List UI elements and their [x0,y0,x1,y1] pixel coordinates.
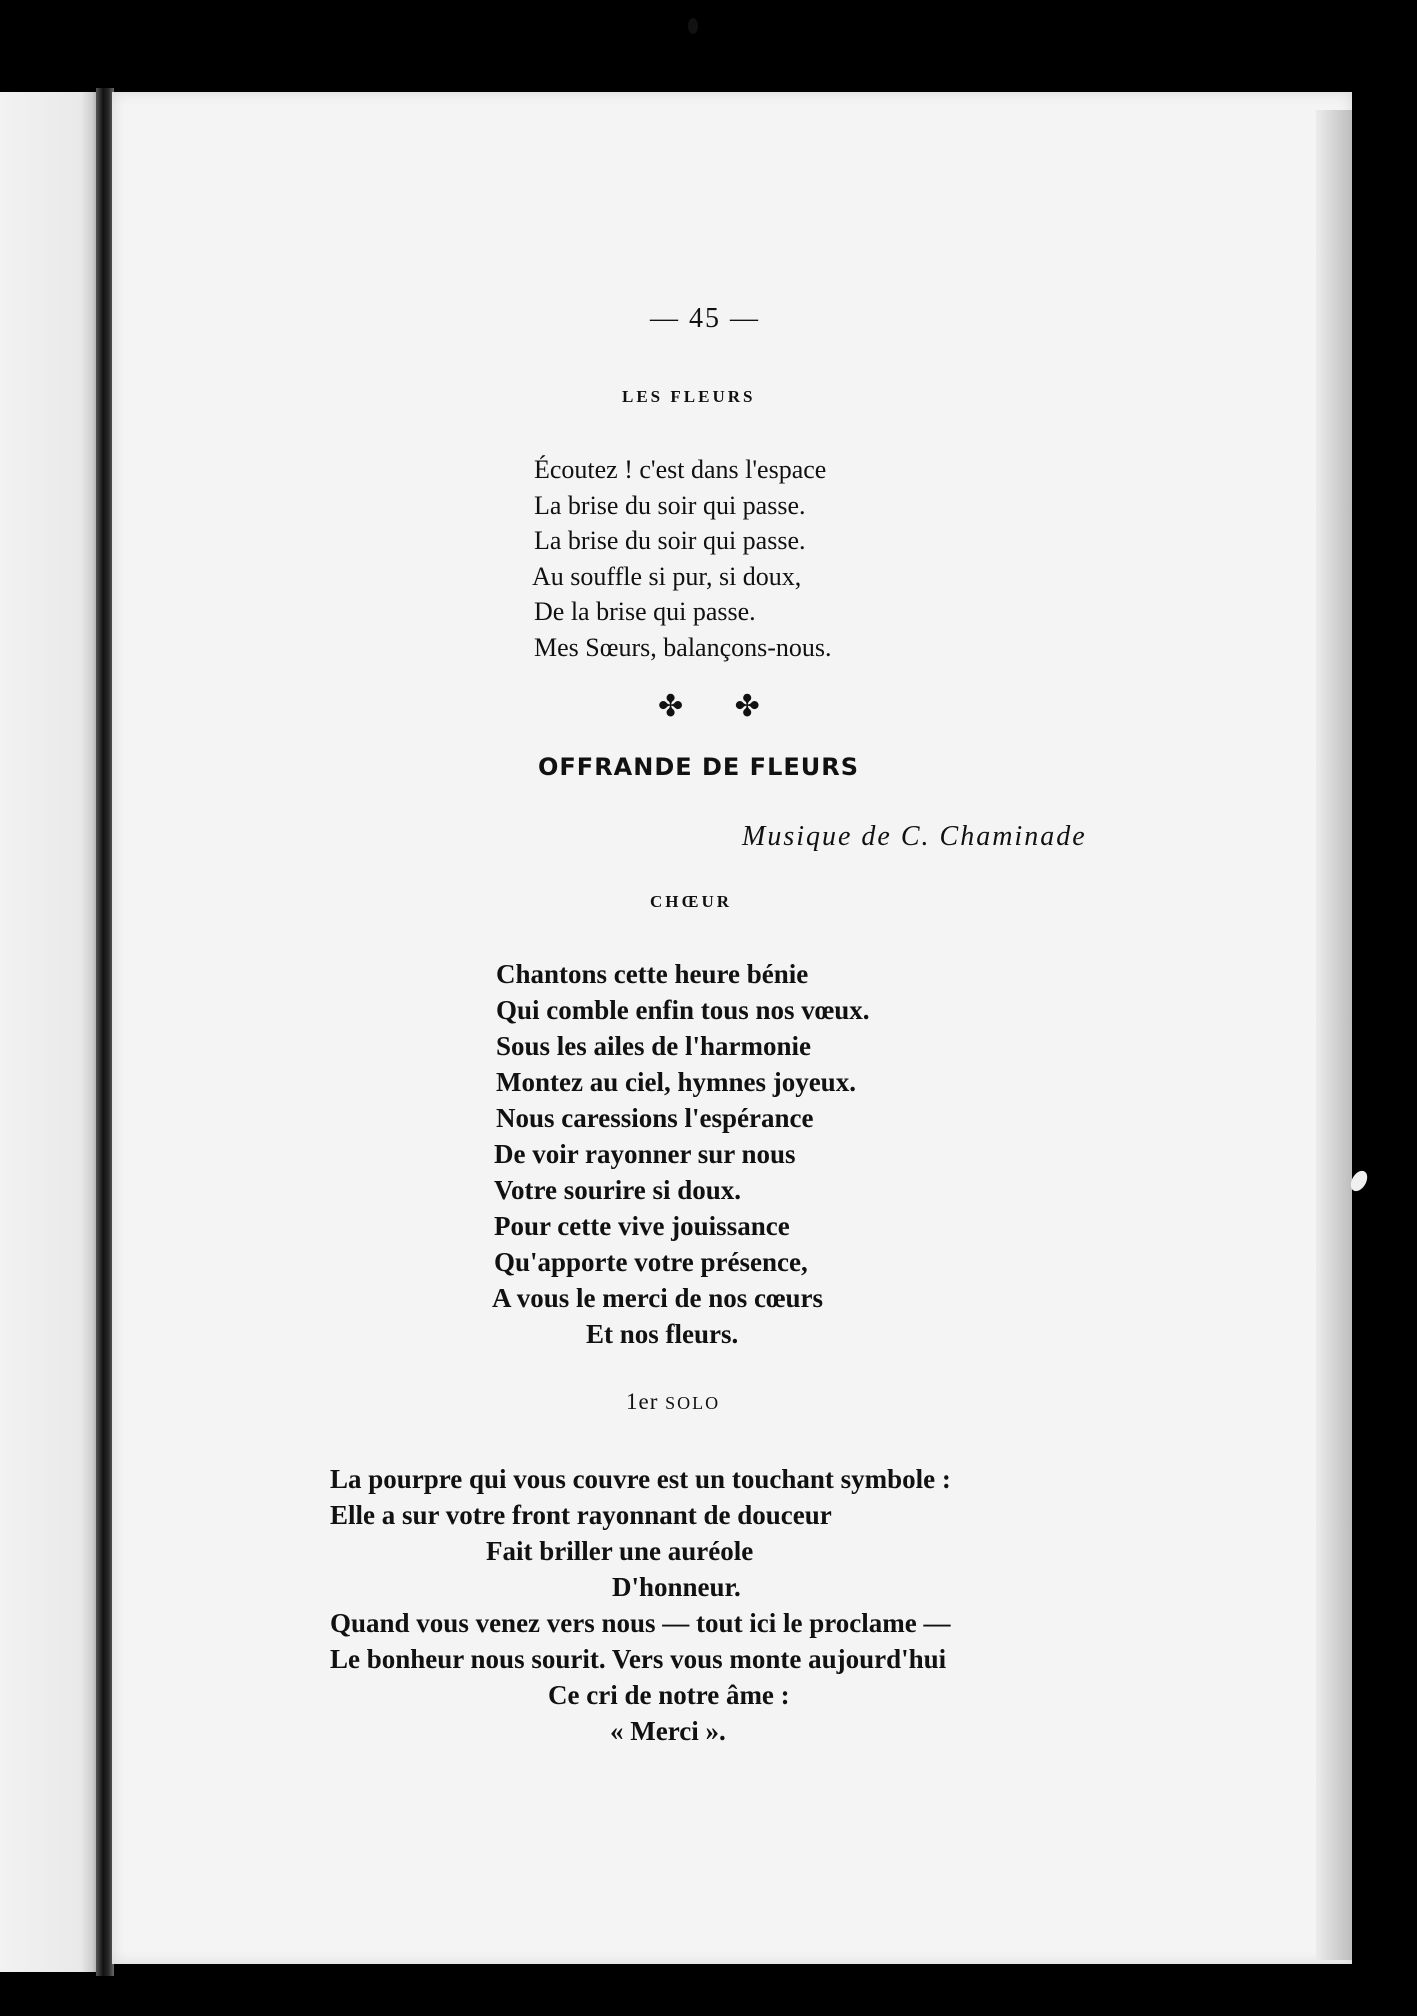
poem-line: Qui comble enfin tous nos vœux. [496,995,870,1025]
poem-line: Mes Sœurs, balançons-nous. [534,633,832,662]
poem-line: La pourpre qui vous couvre est un touchant symbole : [330,1464,951,1494]
poem-line: D'honneur. [612,1572,741,1602]
poem-line: Ce cri de notre âme : [548,1680,790,1710]
poem-line: Qu'apporte votre présence, [494,1247,808,1277]
poem-line: « Merci ». [610,1716,726,1746]
page-edge-shadow [1316,110,1352,1960]
poem-line: La brise du soir qui passe. [534,526,806,555]
fleuron-ornament: ✤ ✤ [658,690,782,723]
solo-label-word: SOLO [665,1393,721,1413]
poem-line: Pour cette vive jouissance [494,1211,790,1241]
poem-line: Votre sourire si doux. [494,1175,742,1205]
poem-line: A vous le merci de nos cœurs [492,1283,823,1313]
solo-label-prefix: 1er [626,1389,659,1414]
title-offrande-de-fleurs: OFFRANDE DE FLEURS [538,753,860,781]
section-heading-les-fleurs: LES FLEURS [622,387,756,406]
poem-line: Quand vous venez vers nous — tout ici le proclame — [330,1608,951,1638]
poem-line: Le bonheur nous sourit. Vers vous monte aujourd'hui [330,1644,947,1674]
facing-page-edge [0,92,100,1972]
poem-line: Montez au ciel, hymnes joyeux. [496,1067,856,1097]
poem-line: Au souffle si pur, si doux, [532,562,802,591]
poem-line: De voir rayonner sur nous [494,1139,796,1169]
solo-label [626,1390,720,1413]
poem-line: Sous les ailes de l'harmonie [496,1031,812,1061]
poem-line: La brise du soir qui passe. [534,491,806,520]
scan-mark [688,18,698,34]
poem-line: Écoutez ! c'est dans l'espace [534,455,827,484]
chorus-label: CHŒUR [650,892,733,911]
music-credit: Musique de C. Chaminade [742,821,1087,852]
poem-line: De la brise qui passe. [534,597,756,626]
poem-line: Chantons cette heure bénie [496,959,809,989]
poem-line: Et nos fleurs. [586,1319,739,1349]
poem-line: Fait briller une auréole [486,1536,754,1566]
page-number: — 45 — [650,303,760,334]
poem-line: Elle a sur votre front rayonnant de douceur [330,1500,832,1530]
poem-line: Nous caressions l'espérance [496,1103,814,1133]
